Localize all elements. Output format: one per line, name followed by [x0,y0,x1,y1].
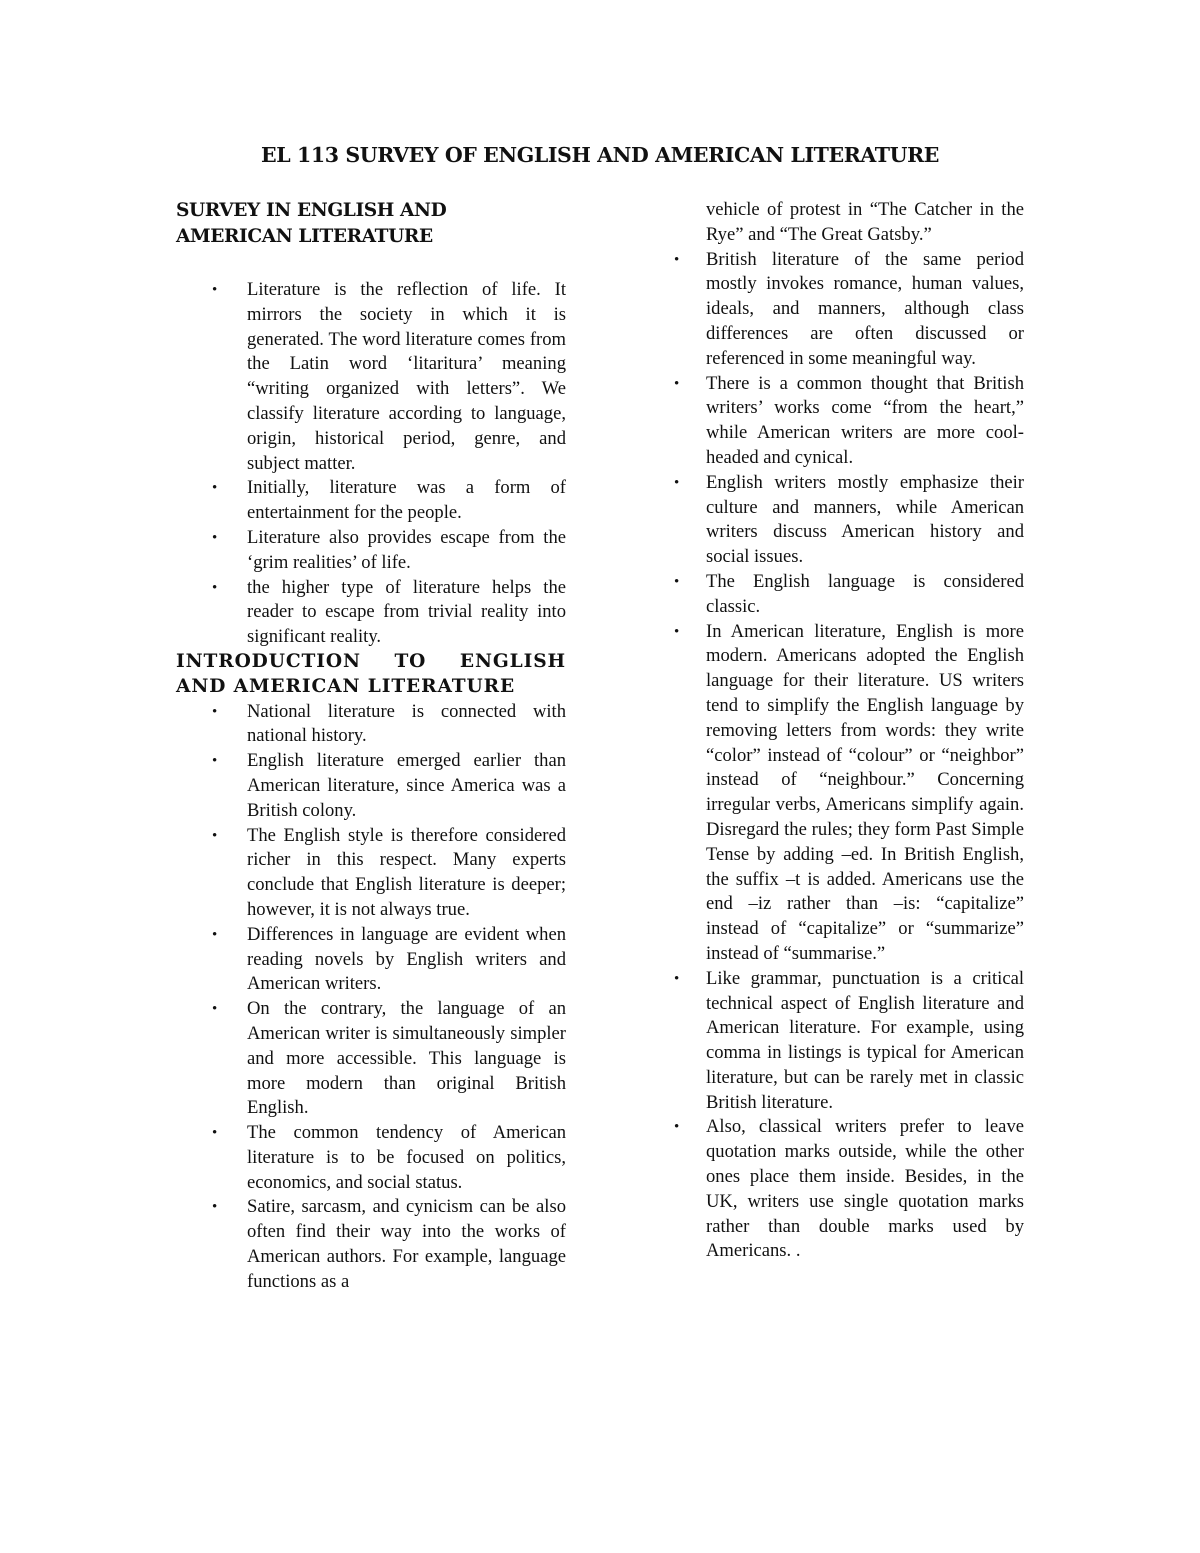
list-item-text: Also, classical writers prefer to leave quotation marks outside, while the other ones place them inside. Besides, in the UK, writers use single quotation marks rather than double marks used by Americans. . [706,1116,1024,1262]
bullet-icon: • [212,1125,218,1142]
list-item-text: Initially, literature was a form of entertainment for the people. [247,477,566,524]
list-item [674,1115,1024,1264]
list-item-text: English literature emerged earlier than American literature, since America was a British colony. [247,750,566,821]
list-item-text: The English style is therefore considered richer in this respect. Many experts conclude that English literature is deeper; however, it is not always true. [247,824,566,920]
list-item-text: The English language is considered classic. [706,570,1024,617]
list-item-text: the higher type of literature helps the reader to escape from trivial reality into significant reality. [247,576,566,648]
bullet-icon: • [674,375,680,392]
list-item-text: Literature also provides escape from the ‘grim realities’ of life. [247,526,566,573]
list-item-text: British literature of the same period mostly invokes romance, human values, ideals, and manners, although class differences are often discussed or referenced in some meaningful way. [706,248,1024,369]
list-item-text: Satire, sarcasm, and cynicism can be also often find their way into the works of American authors. For example, language functions as a [247,1196,566,1292]
list-item [176,749,566,823]
list-item [176,997,566,1121]
bullet-icon: • [212,579,218,596]
bullet-icon: • [212,480,218,497]
list-item [674,620,1024,967]
bullet-icon: • [212,753,218,770]
bullet-icon: • [212,1001,218,1018]
bullet-icon: • [212,529,218,546]
bullet-icon: • [212,926,218,943]
list-item-text: On the contrary, the language of an American writer is simultaneously simpler and more accessible. This language is more modern than original British English. [247,998,566,1119]
list-item-text: National literature is connected with national history. [247,700,566,747]
list-item-text: In American literature, English is more modern. Americans adopted the English language for their literature. US writers tend to simplify the English language by removing letters from words: they write “color” instead of “colour” or “neighbor” instead of “neighbour.” Concerning irregular verbs, Americans simplify again. Disregard the rules; they form Past Simple Tense by adding –ed. In British English, the suffix –t is added. Americans use the end –iz rather than –is: “capitalize” instead of “capitalize” or “summarize” instead of “summarise.” [706,620,1024,964]
bullet-list-introduction [176,700,566,1295]
bullet-icon: • [674,474,680,491]
list-item-text: English writers mostly emphasize their culture and manners, while American writers discuss American history and social issues. [706,471,1024,568]
list-item [674,248,1024,372]
bullet-icon: • [212,282,218,298]
list-item [176,824,566,923]
section-heading-introduction: INTRODUCTION TO ENGLISH AND AMERICAN LITERATURE [176,650,566,697]
document-title: EL 113 SURVEY OF ENGLISH AND AMERICAN LITERATURE [261,143,939,167]
list-item [176,1195,566,1294]
list-item [674,967,1024,1116]
section-heading-survey: SURVEY IN ENGLISH AND AMERICAN LITERATURE [176,200,447,247]
continued-paragraph: vehicle of protest in “The Catcher in the Rye” and “The Great Gatsby.” [706,199,1024,245]
list-item [176,923,566,997]
list-item-text: Differences in language are evident when reading novels by English writers and American writers. [247,923,566,995]
bullet-icon: • [674,970,680,987]
list-item [176,576,566,650]
bullet-icon: • [674,573,680,590]
bullet-icon: • [674,251,680,268]
list-item-text: Like grammar, punctuation is a critical technical aspect of English literature and American literature. For example, using comma in listings is typical for American literature, but can be rarely met in classic British literature. [706,967,1024,1113]
list-item [176,476,566,526]
bullet-list-survey [176,278,566,650]
bullet-icon: • [674,1119,680,1136]
bullet-icon: • [674,623,680,640]
list-item-text: Literature is the reflection of life. It mirrors the society in which it is generated. The word literature comes from the Latin word ‘litaritura’ meaning “writing organized with letters”. We classify literature according to language, origin, historical period, genre, and subject matter. [247,279,566,474]
bullet-list-differences [674,248,1024,1265]
list-item [674,471,1024,570]
list-item [176,526,566,576]
right-column [674,198,1024,1264]
bullet-icon: • [212,827,218,844]
list-item-text: The common tendency of American literature is to be focused on politics, economics, and social status. [247,1122,566,1193]
bullet-icon: • [212,703,218,720]
list-item [176,700,566,750]
list-item-text: There is a common thought that British writers’ works come “from the heart,” while American writers are more cool-headed and cynical. [706,372,1024,468]
list-item [176,1121,566,1195]
left-column [176,198,566,1295]
list-item [674,570,1024,620]
bullet-icon: • [212,1199,218,1216]
list-item [674,372,1024,471]
list-item [176,278,566,476]
